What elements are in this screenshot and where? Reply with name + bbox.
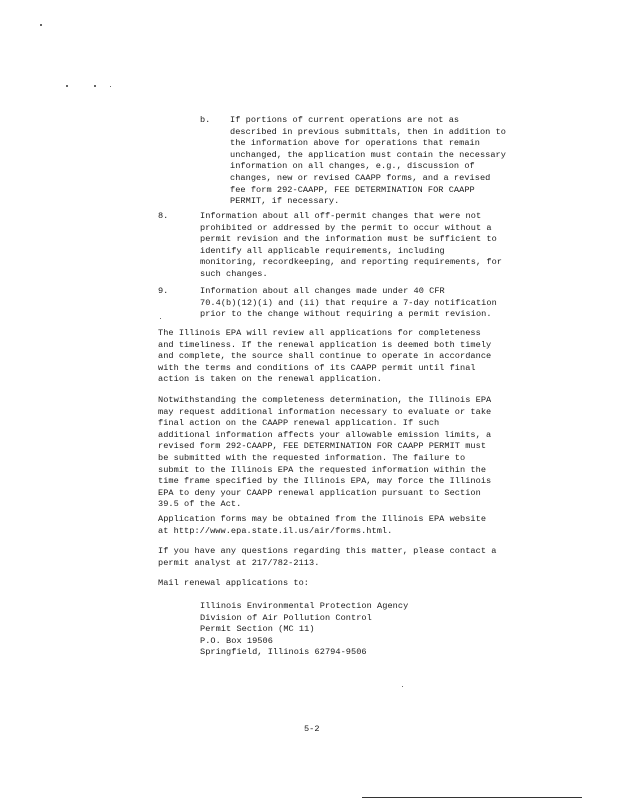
mail-intro: Mail renewal applications to:: [158, 578, 310, 588]
notwithstanding-paragraph: Notwithstanding the completeness determination, the Illinois EPA may request additional information necessary to evaluate or take final action on the CAAPP renewal application. If such additional information affects your allowable emission limits, a revised form 292-CAAPP, FEE DETERMINATION FOR CAAPP PERMIT must be submitted with the requested information. The failure to submit to the Illinois EPA the requested information within the time frame specified by the Illinois EPA, may force the Illinois EPA to deny your CAAPP renewal application pursuant to Section 39.5 of the Act.: [158, 395, 492, 510]
forms-paragraph: Application forms may be obtained from the Illinois EPA website at http://www.epa.state.il.us/air/forms.html.: [158, 514, 487, 536]
address-line: P.O. Box 19506: [200, 635, 273, 646]
item-b-marker: b.: [200, 115, 211, 125]
item-9-text: Information about all changes made under 40 CFR 70.4(b)(12)(i) and (ii) that require a 7-day notification prior to the change without requiring a permit revision.: [200, 286, 497, 320]
address-line: Permit Section (MC 11): [200, 624, 315, 635]
address-line: Illinois Environmental Protection Agency: [200, 601, 409, 611]
item-8-text: Information about all off-permit changes that were not prohibited or addressed by the permit to occur without a permit revision and the information must be sufficient to identify all applicable requirements, including monitoring, recordkeeping, and reporting requirements, for such changes.: [200, 211, 503, 279]
address-line: Springfield, Illinois 62794-9506: [200, 647, 367, 658]
scan-speck: [110, 86, 111, 87]
review-paragraph: The Illinois EPA will review all applications for completeness and timeliness. If the renewal application is deemed both timely and complete, the source shall continue to operate in accordance with the terms and conditions of its CAAPP permit until final action is taken on the renewal application.: [158, 328, 492, 385]
footer-rule: [362, 797, 582, 798]
address-line: Division of Air Pollution Control: [200, 612, 372, 623]
item-9-marker: 9.: [158, 286, 169, 296]
item-8-marker: 8.: [158, 211, 169, 221]
scan-speck: [94, 85, 96, 87]
questions-paragraph: If you have any questions regarding this matter, please contact a permit analyst at 217/782-2113.: [158, 546, 497, 568]
item-b-text: If portions of current operations are not as described in previous submittals, then in addition to the information above for operations that remain unchanged, the application must contain the necessary information on all changes, e.g., discussion of changes, new or revised CAAPP forms, and a revised fee form 292-CAAPP, FEE DETERMINATION FOR CAAPP PERMIT, if necessary.: [230, 115, 506, 207]
page-number: 5-2: [304, 724, 320, 734]
scan-speck: [66, 85, 68, 87]
scan-speck: [40, 24, 42, 26]
scan-speck: [160, 318, 161, 319]
mailing-address: [200, 601, 500, 659]
scan-speck: [402, 686, 403, 687]
